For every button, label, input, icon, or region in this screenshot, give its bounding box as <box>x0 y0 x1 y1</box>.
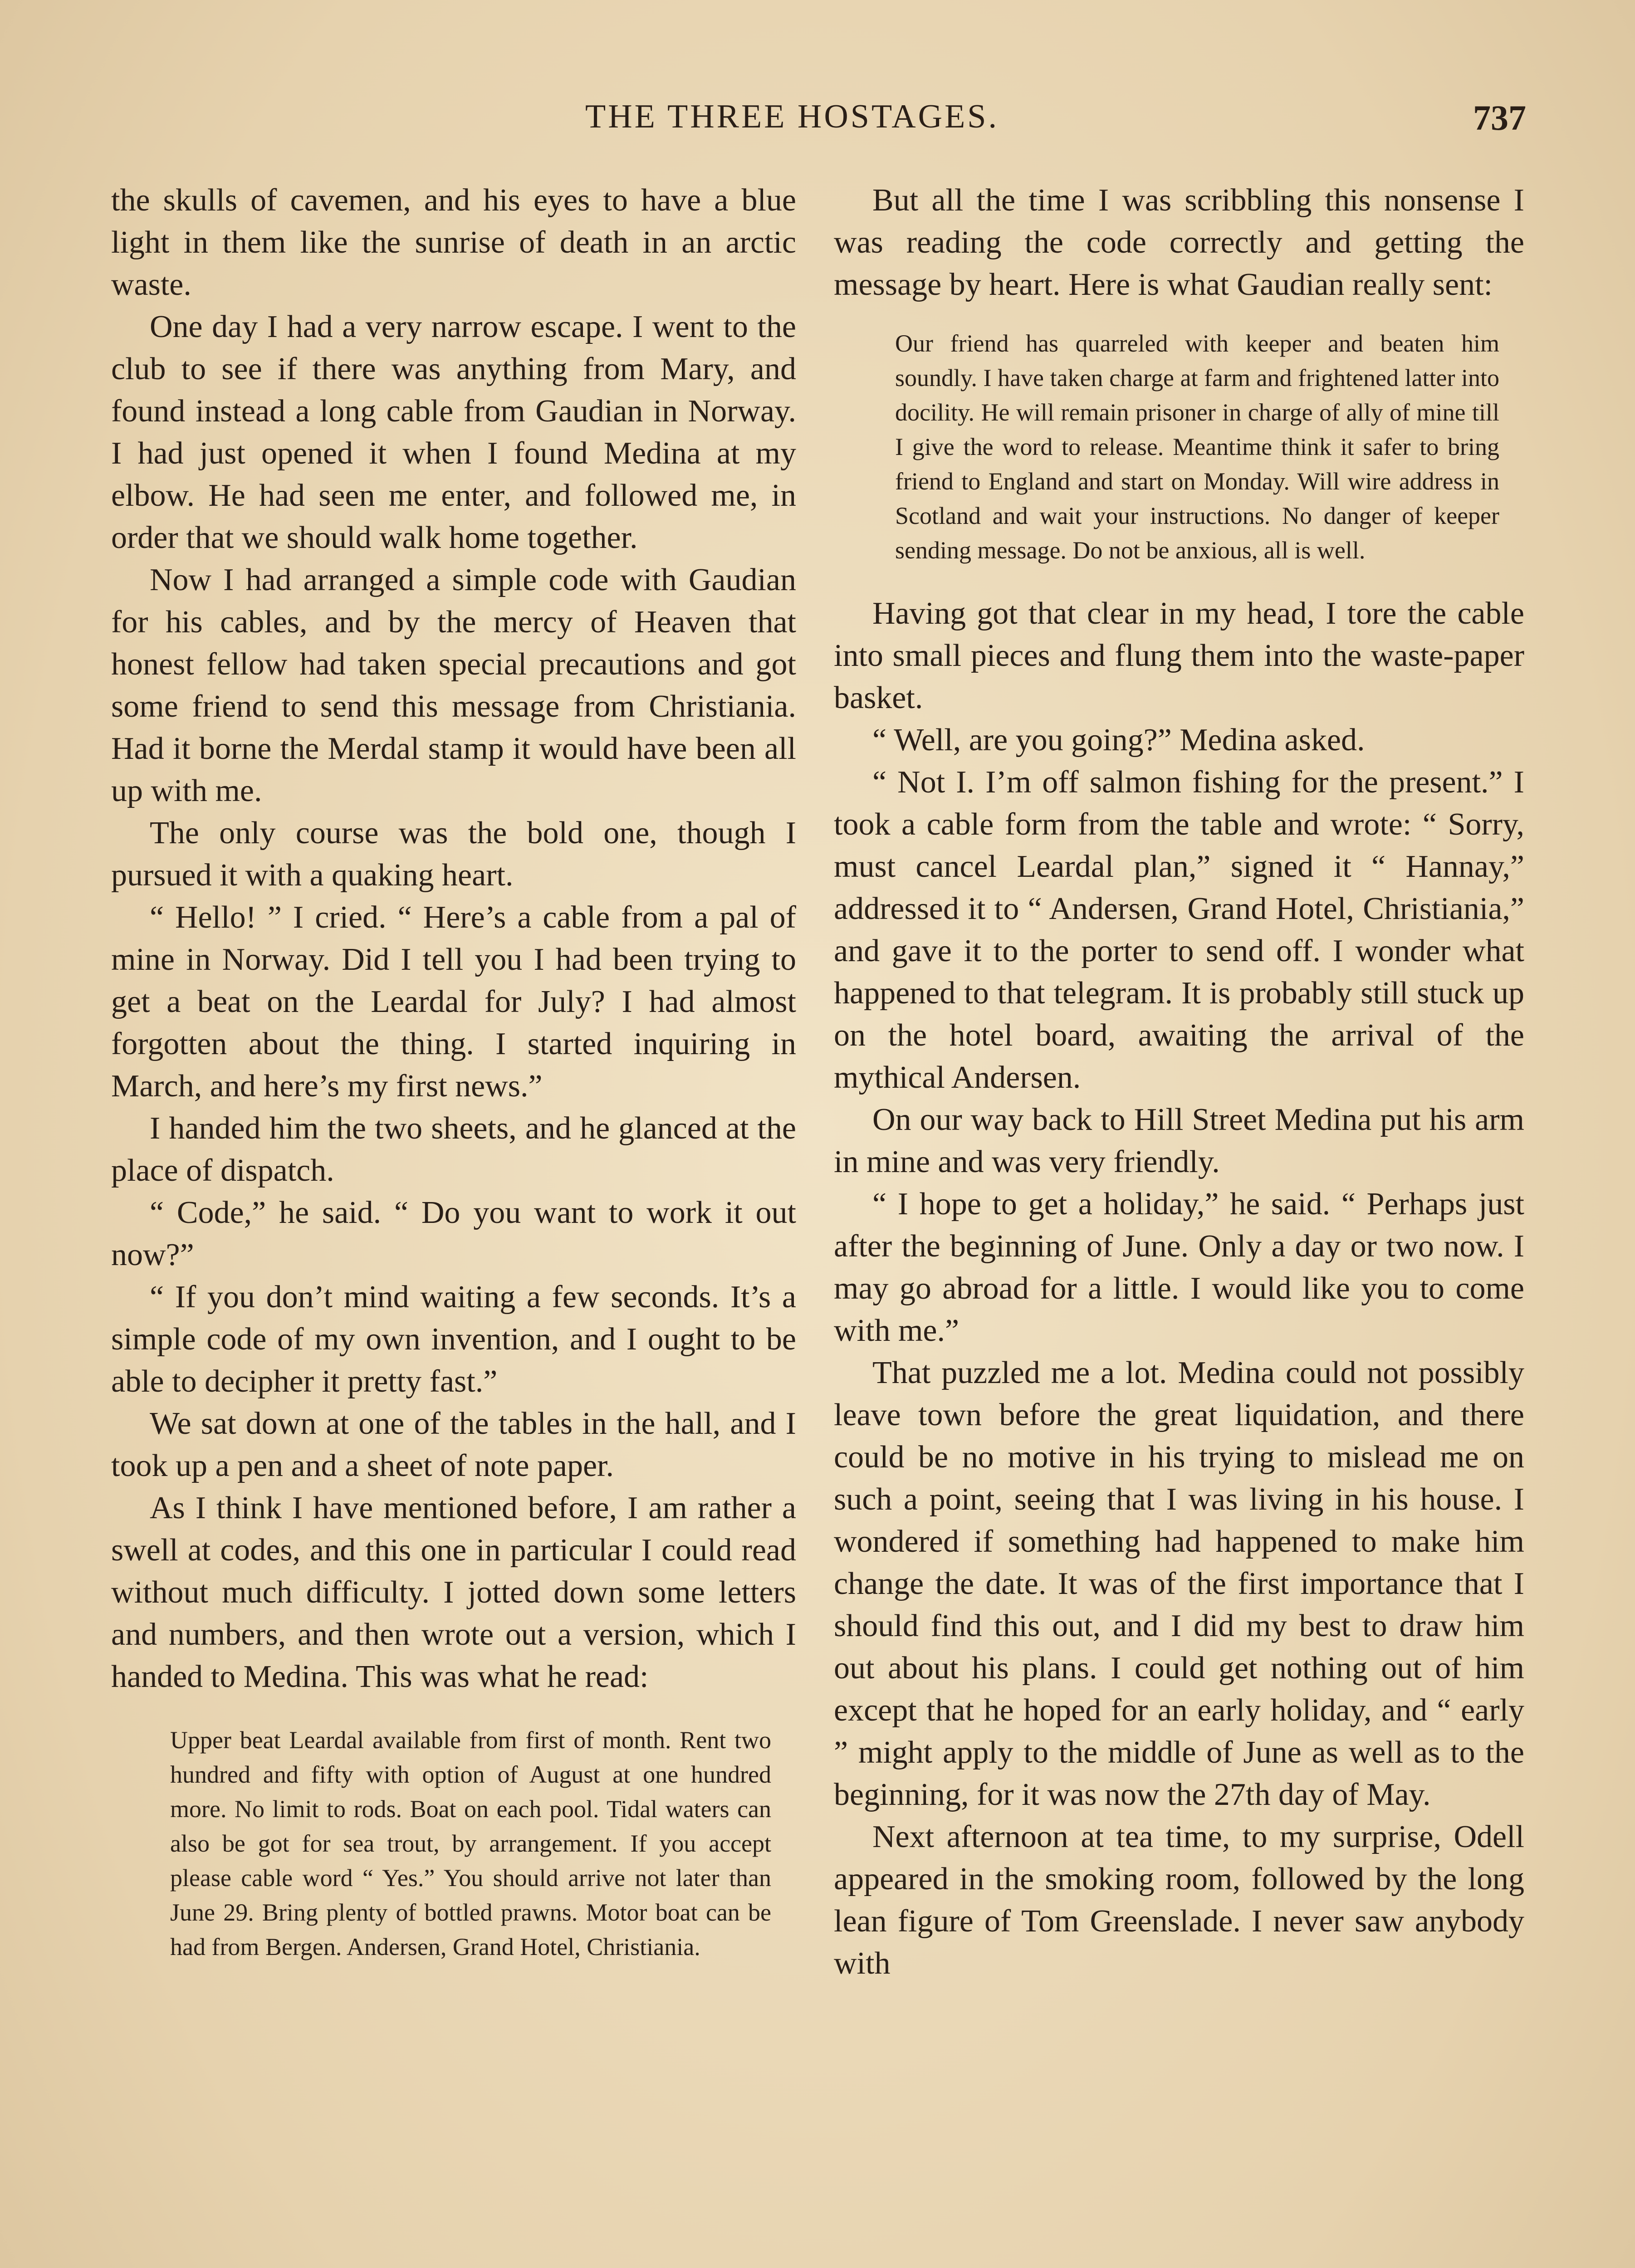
right-column <box>834 179 1524 1984</box>
paragraph: “ Hello! ” I cried. “ Here’s a cable from a pal of mine in Norway. Did I tell you I had been trying to get a beat on the Leardal for July? I had almost forgotten about the thing. I started inquiring in March, and here’s my first news.” <box>111 900 796 1104</box>
paragraph: “ Not I. I’m off salmon fishing for the present.” I took a cable form from the table and wrote: “ Sorry, must cancel Leardal plan,” signed it “ Hannay,” addressed it to “ Andersen, Grand Hotel, Christiania,” and gave it to the porter to send off. I wonder what happened to that telegram. It is probably still stuck up on the hotel board, awaiting the arrival of the mythical Andersen. <box>834 765 1524 1095</box>
paragraph: Next afternoon at tea time, to my surprise, Odell appeared in the smoking room, followed by the long lean figure of Tom Greenslade. I never saw anybody with <box>834 1819 1524 1981</box>
paragraph: Now I had arranged a simple code with Gaudian for his cables, and by the mercy of Heaven that honest fellow had taken special precautions and got some friend to send this message from Christiania. Had it borne the Merdal stamp it would have been all up with me. <box>111 562 796 808</box>
paragraph: “ I hope to get a holiday,” he said. “ Perhaps just after the beginning of June. Only a day or two now. I may go abroad for a little. I would like you to come with me.” <box>834 1187 1524 1348</box>
paragraph: the skulls of cavemen, and his eyes to have a blue light in them like the sunrise of death in an arctic waste. <box>111 183 796 302</box>
running-head <box>585 98 1526 147</box>
paragraph: “ Well, are you going?” Medina asked. <box>872 723 1365 758</box>
paragraph: “ If you don’t mind waiting a few seconds. It’s a simple code of my own invention, and I ought to be able to decipher it pretty fast.” <box>111 1280 796 1399</box>
paragraph: But all the time I was scribbling this nonsense I was reading the code correctly and getting the message by heart. Here is what Gaudian really sent: <box>834 183 1524 302</box>
left-column <box>111 179 796 1989</box>
page-number: 737 <box>1473 98 1526 137</box>
running-title: THE THREE HOSTAGES. <box>585 98 999 135</box>
paragraph: As I think I have mentioned before, I am rather a swell at codes, and this one in particular I could read without much difficulty. I jotted down some letters and numbers, and then wrote out a version, which I handed to Medina. This was what he read: <box>111 1491 796 1694</box>
paragraph: “ Code,” he said. “ Do you want to work it out now?” <box>111 1195 796 1272</box>
paragraph: One day I had a very narrow escape. I went to the club to see if there was anything from Mary, and found instead a long cable from Gaudian in Norway. I had just opened it when I found Medina at my elbow. He had seen me enter, and followed me, in order that we should walk home together. <box>111 309 796 555</box>
paragraph: The only course was the bold one, though I pursued it with a quaking heart. <box>111 816 796 893</box>
paragraph: On our way back to Hill Street Medina put his arm in mine and was very friendly. <box>834 1102 1524 1179</box>
paragraph: That puzzled me a lot. Medina could not possibly leave town before the great liquidation, and there could be no motive in his trying to mislead me on such a point, seeing that I was living in his house. I wondered if something had happened to make him change the date. It was of the first importance that I should find this out, and I did my best to draw him out about his plans. I could get nothing out of him except that he hoped for an early holiday, and “ early ” might apply to the middle of June as well as to the beginning, for it was now the 27th day of May. <box>834 1355 1524 1812</box>
decoy-cable-text: Upper beat Leardal available from first of month. Rent two hundred and fifty with option of August at one hundred more. No limit to rods. Boat on each pool. Tidal waters can also be got for sea trout, by arrangement. If you accept please cable word “ Yes.” You should arrive not later than June 29. Bring plenty of bottled prawns. Motor boat can be had from Bergen. Andersen, Grand Hotel, Christiania. <box>170 1726 771 1960</box>
paragraph: We sat down at one of the tables in the hall, and I took up a pen and a sheet of note paper. <box>111 1406 796 1483</box>
real-cable-text: Our friend has quarreled with keeper and beaten him soundly. I have taken charge at farm and frightened latter into docility. He will remain prisoner in charge of ally of mine till I give the word to release. Meantime think it safer to bring friend to England and start on Monday. Will wire address in Scotland and wait your instructions. No danger of keeper sending message. Do not be anxious, all is well. <box>895 330 1499 564</box>
paragraph: Having got that clear in my head, I tore the cable into small pieces and flung them into the waste-paper basket. <box>834 596 1524 715</box>
paragraph: I handed him the two sheets, and he glanced at the place of dispatch. <box>111 1111 796 1188</box>
